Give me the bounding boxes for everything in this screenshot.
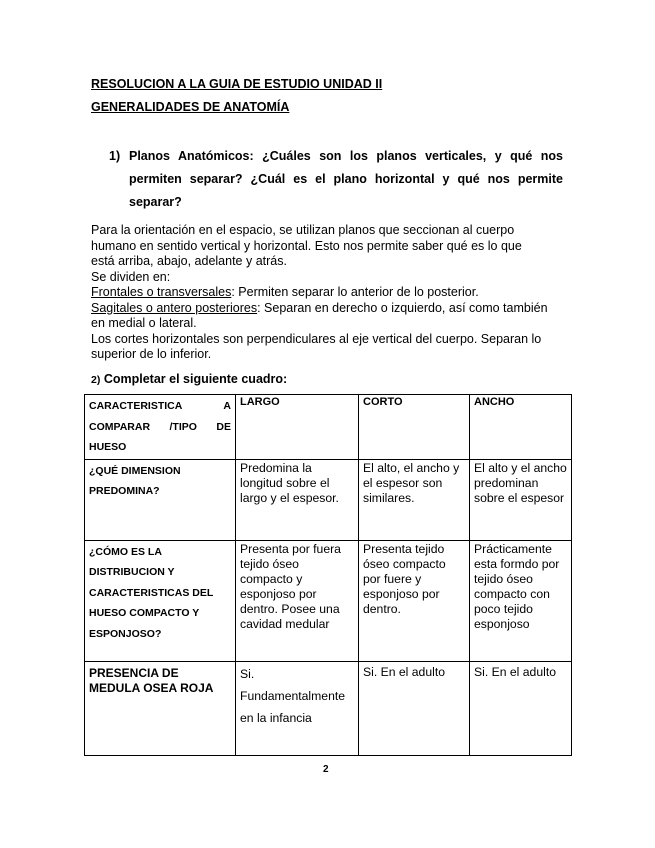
document-subtitle: GENERALIDADES DE ANATOMÍA [91,100,290,114]
frontales-term: Frontales o transversales [91,285,232,299]
frontales-line [91,285,571,301]
cell-largo: Presenta por fuera tejido óseo compacto y esponjoso por dentro. Posee una cavidad medular [236,540,359,661]
cell-ancho: El alto y el ancho predominan sobre el espesor [470,459,572,540]
intro-paragraph [91,223,571,363]
row-label: ¿QUÉ DIMENSION PREDOMINA? [85,459,236,540]
sagitales-term: Sagitales o antero posteriores [91,300,258,315]
question-2 [91,372,287,386]
cell-corto: Si. En el adulto [359,661,470,755]
intro-line: Para la orientación en el espacio, se utilizan planos que seccionan al cuerpo [91,223,515,237]
intro-line: Se dividen en: [91,269,171,284]
cortes-line: Los cortes horizontales son perpendiculares al eje vertical del cuerpo. Separan lo [91,331,542,346]
table-header-row [85,395,572,460]
intro-line: humano en sentido vertical y horizontal. Esto nos permite saber qué es lo que [91,238,522,253]
table-row [85,661,572,755]
cell-corto: Presenta tejido óseo compacto por fuere y esponjoso por dentro. [359,540,470,661]
page-number: 2 [323,764,329,775]
table-row [85,540,572,661]
header-corto: CORTO [359,395,470,460]
question-2-text: Completar el siguiente cuadro: [103,372,288,386]
row-label: ¿CÓMO ES LA DISTRIBUCION Y CARACTERISTICAS DEL HUESO COMPACTO Y ESPONJOSO? [85,540,236,661]
cell-ancho: Prácticamente esta formdo por tejido óseo compacto con poco tejido esponjoso [470,540,572,661]
table-row [85,459,572,540]
frontales-definition: : Permiten separar lo anterior de lo posterior. [231,285,479,299]
cell-largo: Si. Fundamentalmente en la infancia [236,661,359,755]
row-label: PRESENCIA DE MEDULA OSEA ROJA [85,661,236,755]
header-characteristic: CARACTERISTICA A COMPARAR /TIPO DE HUESO [85,395,236,460]
sagitales-line-2: en medial o lateral. [91,316,197,330]
cortes-line: superior de lo inferior. [91,347,212,361]
cell-largo: Predomina la longitud sobre el largo y el espesor. [236,459,359,540]
sagitales-definition: : Separan en derecho o izquierdo, así como también [257,300,548,315]
comparison-table [84,394,572,756]
question-2-number: 2) [91,374,101,386]
question-1-number: 1) [109,149,121,163]
header-ancho: ANCHO [470,395,572,460]
sagitales-line [91,301,571,317]
question-1-text: Planos Anatómicos: ¿Cuáles son los planos verticales, y qué nos permiten separar? ¿Cuál es el plano horizontal y qué nos permite separar? [129,149,563,209]
cell-ancho: Si. En el adulto [470,661,572,755]
document-title: RESOLUCION A LA GUIA DE ESTUDIO UNIDAD II [91,77,383,91]
header-largo: LARGO [236,395,359,460]
intro-line: está arriba, abajo, adelante y atrás. [91,254,287,268]
cell-corto: El alto, el ancho y el espesor son similares. [359,459,470,540]
